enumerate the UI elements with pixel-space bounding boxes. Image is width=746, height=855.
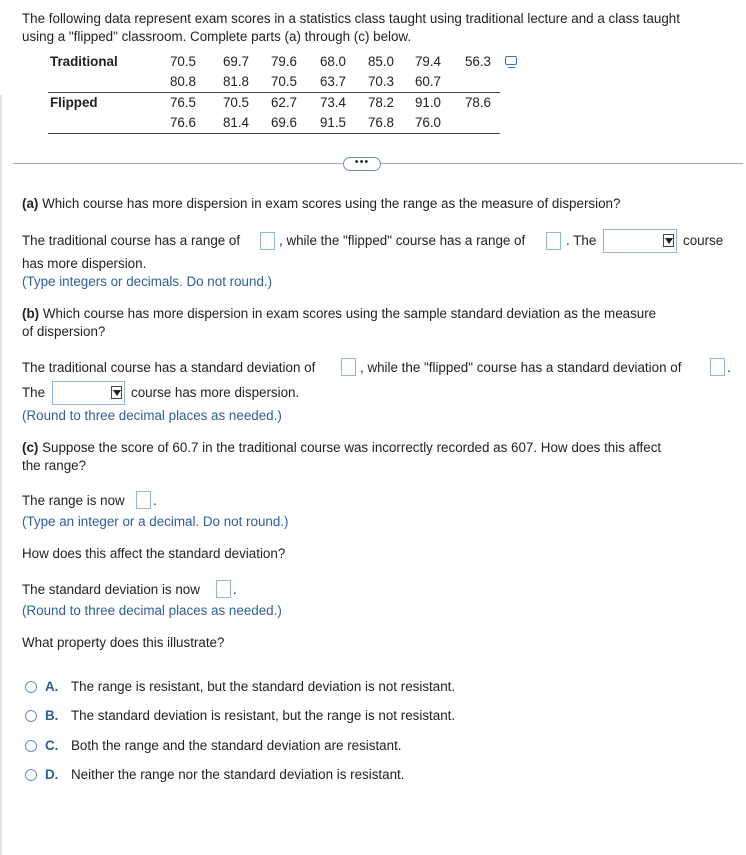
range-hint: (Type an integer or a decimal. Do not round.) <box>22 514 289 529</box>
option-text: Both the range and the standard deviation are resistant. <box>71 738 402 753</box>
radio-option-a[interactable] <box>25 681 37 693</box>
data-cell: 68.0 <box>319 54 346 69</box>
option-letter: A. <box>45 679 59 694</box>
option-letter: B. <box>45 708 59 723</box>
data-cell: 69.6 <box>270 115 297 130</box>
copy-data-icon[interactable] <box>505 56 517 65</box>
part-c-label: (c) <box>22 440 39 455</box>
part-b-question-text: Which course has more dispersion in exam scores using the sample standard deviation as the measure <box>39 306 657 321</box>
flipped-range-input[interactable] <box>546 232 561 250</box>
problem-intro <box>22 10 737 46</box>
new-range-input[interactable] <box>136 491 151 509</box>
part-b-text-1: The traditional course has a standard deviation of <box>22 360 316 375</box>
data-cell: 63.7 <box>319 74 346 89</box>
data-cell: 91.5 <box>319 115 346 130</box>
data-cell: 60.7 <box>414 74 441 89</box>
data-cell: 76.8 <box>367 115 394 130</box>
part-a-text-1: The traditional course has a range of <box>22 233 241 248</box>
part-b-label: (b) <box>22 306 40 321</box>
data-cell: 78.6 <box>464 95 491 110</box>
dropdown-arrow-icon <box>111 386 122 399</box>
part-a-text-5: has more dispersion. <box>22 256 147 271</box>
data-cell: 79.6 <box>270 54 297 69</box>
flipped-sd-input[interactable] <box>710 358 725 376</box>
option-letter: D. <box>45 767 59 782</box>
option-text: Neither the range nor the standard deviation is resistant. <box>71 767 405 782</box>
data-cell: 80.8 <box>169 74 196 89</box>
data-cell: 70.3 <box>367 74 394 89</box>
data-cell: 70.5 <box>270 74 297 89</box>
part-b-text-5: course has more dispersion. <box>131 385 300 400</box>
data-cell: 91.0 <box>414 95 441 110</box>
range-period: . <box>153 493 157 508</box>
sd-now-text: The standard deviation is now <box>22 582 200 597</box>
part-a-text-3: . The <box>566 233 597 248</box>
option-letter: C. <box>45 738 59 753</box>
part-b-course-select[interactable] <box>52 381 125 405</box>
property-question: What property does this illustrate? <box>22 635 225 650</box>
data-cell: 76.0 <box>414 115 441 130</box>
radio-option-d[interactable] <box>25 769 37 781</box>
more-button[interactable]: ••• <box>343 157 381 171</box>
data-cell: 69.7 <box>222 54 249 69</box>
data-cell: 79.4 <box>414 54 441 69</box>
data-cell: 56.3 <box>464 54 491 69</box>
data-cell: 78.2 <box>367 95 394 110</box>
part-a-text-2: , while the "flipped" course has a range of <box>279 233 526 248</box>
option-text: The standard deviation is resistant, but the range is not resistant. <box>71 708 456 723</box>
radio-option-b[interactable] <box>25 710 37 722</box>
traditional-label: Traditional <box>50 54 118 69</box>
part-a-question <box>22 196 620 211</box>
part-c-question-line-2: the range? <box>22 458 87 473</box>
sd-period: . <box>233 582 237 597</box>
part-a-course-select[interactable] <box>603 229 677 253</box>
data-cell: 81.8 <box>222 74 249 89</box>
part-b-text-4: The <box>22 385 46 400</box>
dropdown-arrow-icon <box>663 234 674 247</box>
data-cell: 85.0 <box>367 54 394 69</box>
intro-line-1: The following data represent exam scores in a statistics class taught using traditional lecture and a class taught <box>22 11 680 26</box>
data-cell: 70.5 <box>222 95 249 110</box>
new-sd-input[interactable] <box>216 580 231 598</box>
data-cell: 70.5 <box>169 54 196 69</box>
part-a-text-4: course <box>683 233 724 248</box>
sd-hint: (Round to three decimal places as needed.) <box>22 603 282 618</box>
part-b-question <box>22 306 656 321</box>
left-edge-rule <box>0 95 2 855</box>
part-a-hint: (Type integers or decimals. Do not round.) <box>22 274 273 289</box>
data-cell: 73.4 <box>319 95 346 110</box>
part-c-question <box>22 440 661 455</box>
data-cell: 76.6 <box>169 115 196 130</box>
part-c-question-text: Suppose the score of 60.7 in the traditional course was incorrectly recorded as 607. How does this affect <box>38 440 662 455</box>
data-cell: 76.5 <box>169 95 196 110</box>
part-b-text-3: . <box>727 360 731 375</box>
table-rule-2 <box>48 133 500 134</box>
part-b-question-line-2: of dispersion? <box>22 324 106 339</box>
flipped-label: Flipped <box>50 95 98 110</box>
traditional-range-input[interactable] <box>260 232 275 250</box>
part-b-text-2: , while the "flipped" course has a standard deviation of <box>360 360 682 375</box>
data-cell: 81.4 <box>222 115 249 130</box>
traditional-sd-input[interactable] <box>341 358 356 376</box>
part-b-hint: (Round to three decimal places as needed.) <box>22 408 282 423</box>
part-a-question-text: Which course has more dispersion in exam scores using the range as the measure of dispersion? <box>38 196 621 211</box>
part-a-label: (a) <box>22 196 39 211</box>
data-cell: 62.7 <box>270 95 297 110</box>
range-now-text: The range is now <box>22 493 125 508</box>
intro-line-2: using a "flipped" classroom. Complete parts (a) through (c) below. <box>22 29 412 44</box>
option-text: The range is resistant, but the standard deviation is not resistant. <box>71 679 456 694</box>
radio-option-c[interactable] <box>25 740 37 752</box>
table-rule-1 <box>48 92 500 93</box>
sd-effect-question: How does this affect the standard deviation? <box>22 546 286 561</box>
